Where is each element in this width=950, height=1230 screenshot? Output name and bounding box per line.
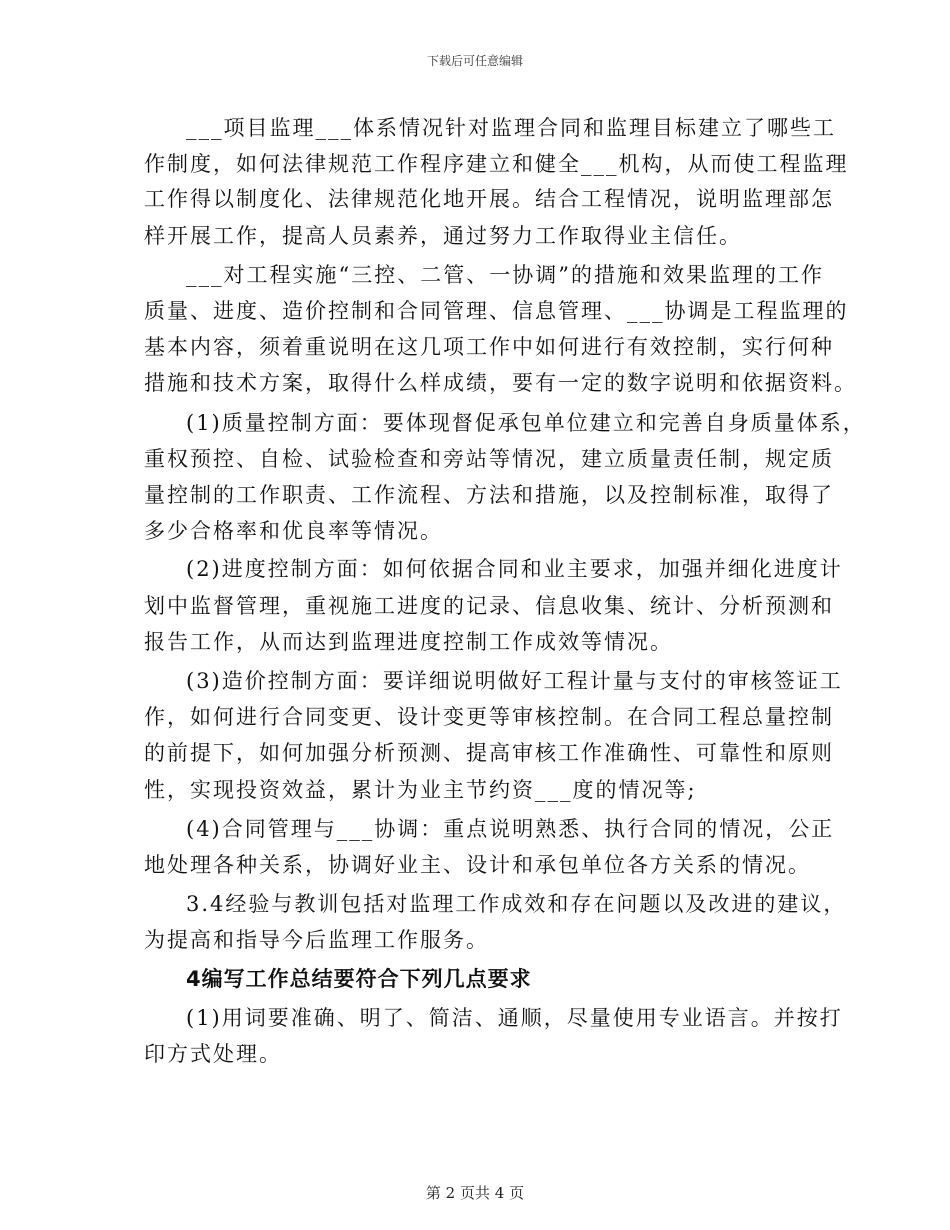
body-line: 性，实现投资效益，累计为业主节约资___度的情况等; [144, 778, 697, 802]
body-line: 重权预控、自检、试验检查和旁站等情况，建立质量责任制，规定质 [144, 447, 834, 471]
body-line: 报告工作，从而达到监理进度控制工作成效等情况。 [144, 630, 673, 654]
body-line: 印方式处理。 [144, 1042, 282, 1066]
body-line: 3.4经验与教训包括对监理工作成效和存在问题以及改进的建议， [186, 892, 847, 916]
section-heading: 4编写工作总结要符合下列几点要求 [186, 967, 532, 991]
page-footer: 第 2 页共 4 页 [425, 1184, 525, 1202]
body-line: ___对工程实施“三控、二管、一协调”的措施和效果监理的工作 [186, 263, 824, 287]
body-line: 量控制的工作职责、工作流程、方法和措施，以及控制标准，取得了 [144, 483, 834, 507]
body-line: 措施和技术方案，取得什么样成绩，要有一定的数字说明和依据资料。 [144, 371, 857, 395]
body-line: 工作得以制度化、法律规范化地开展。结合工程情况，说明监理部怎 [144, 187, 834, 211]
body-line: 作制度，如何法律规范工作程序建立和健全___机构，从而使工程监理 [144, 152, 849, 176]
body-line: (4)合同管理与___协调：重点说明熟悉、执行合同的情况，公正 [186, 817, 835, 841]
body-line: 基本内容，须着重说明在这几项工作中如何进行有效控制，实行何种 [144, 335, 834, 359]
body-line: 质量、进度、造价控制和合同管理、信息管理、___协调是工程监理的 [144, 299, 849, 323]
body-line: (3)造价控制方面：要详细说明做好工程计量与支付的审核签证工 [186, 669, 843, 693]
body-line: 为提高和指导今后监理工作服务。 [144, 928, 489, 952]
body-line: 多少合格率和优良率等情况。 [144, 519, 443, 543]
body-line: 地处理各种关系，协调好业主、设计和承包单位各方关系的情况。 [144, 853, 811, 877]
body-line: 样开展工作，提高人员素养，通过努力工作取得业主信任。 [144, 224, 742, 248]
body-line: 划中监督管理，重视施工进度的记录、信息收集、统计、分析预测和 [144, 594, 834, 618]
page-header: 下载后可任意编辑 [426, 54, 523, 68]
body-line: (2)进度控制方面：如何依据合同和业主要求，加强并细化进度计 [186, 557, 843, 581]
body-line: (1)用词要准确、明了、简洁、通顺，尽量使用专业语言。并按打 [186, 1006, 843, 1030]
body-line: ___项目监理___体系情况针对监理合同和监理目标建立了哪些工 [186, 116, 836, 140]
body-line: 的前提下，如何加强分析预测、提高审核工作准确性、可靠性和原则 [144, 741, 834, 765]
body-line: 作，如何进行合同变更、设计变更等审核控制。在合同工程总量控制 [144, 705, 834, 729]
body-line: (1)质量控制方面：要体现督促承包单位建立和完善自身质量体系， [186, 411, 866, 435]
